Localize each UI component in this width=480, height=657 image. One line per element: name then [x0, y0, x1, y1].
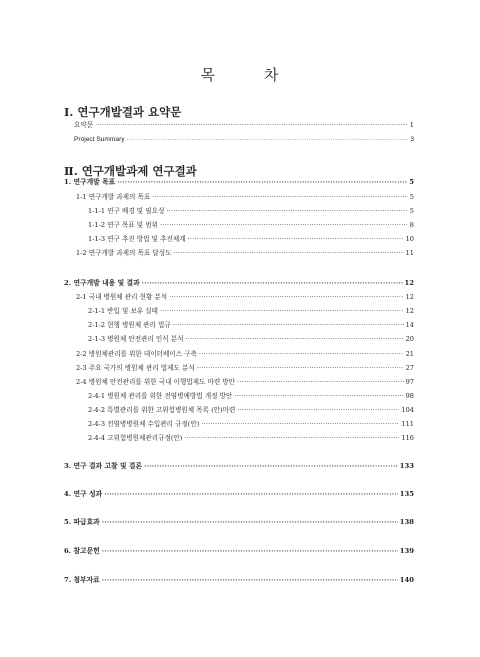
toc-entry-page: 1 [409, 121, 414, 129]
toc-entry[interactable] [74, 135, 414, 144]
toc-entry[interactable] [88, 406, 414, 415]
toc-entry-label: 1. 연구개발 목표 [64, 178, 116, 186]
toc-entry-page: 12 [404, 279, 414, 287]
toc-entry-page: 138 [399, 518, 414, 526]
toc-entry-page: 10 [405, 235, 414, 243]
toc-leader-dots [142, 279, 403, 288]
toc-entry-label: 2. 연구개발 내용 및 결과 [64, 279, 140, 287]
toc-entry-label: 요약문 [74, 121, 94, 129]
toc-leader-dots [237, 406, 399, 415]
toc-leader-dots [104, 490, 398, 499]
toc-entry-label: 2-1-3 병원체 안전관리 인식 분석 [88, 335, 184, 343]
toc-leader-dots [102, 576, 398, 585]
toc-entry[interactable] [88, 321, 414, 330]
toc-entry-page: 140 [399, 576, 414, 584]
toc-entry[interactable] [64, 547, 414, 556]
toc-leader-dots [173, 321, 404, 330]
toc-leader-dots [127, 135, 409, 144]
toc-entry[interactable] [76, 378, 414, 387]
toc-entry-page: 97 [405, 378, 414, 386]
toc-entry-label: 2-4-2 특별관리를 위한 고위험병원체 목록 (안)마련 [88, 406, 236, 414]
toc-entry-label: 5. 파급효과 [64, 518, 100, 526]
toc-entry-label: 2-4 병원체 안전관리를 위한 국내 이행법제도 마련 방안 [76, 378, 236, 386]
toc-entry-page: 133 [399, 462, 414, 470]
toc-leader-dots [169, 293, 403, 302]
toc-entry-label: 3. 연구 결과 고찰 및 결론 [64, 462, 143, 470]
toc-leader-dots [197, 364, 404, 373]
toc-entry[interactable] [88, 335, 414, 344]
toc-entry[interactable] [88, 207, 414, 216]
toc-entry[interactable] [76, 364, 414, 373]
toc-leader-dots [201, 420, 399, 429]
toc-entry[interactable] [88, 420, 414, 429]
toc-entry[interactable] [64, 490, 414, 499]
toc-entry-page: 12 [405, 307, 414, 315]
section-2-heading: Ⅱ. 연구개발과제 연구결과 [64, 164, 197, 178]
toc-entry[interactable] [88, 307, 414, 316]
toc-entry-label: 2-1 국내 병원체 관리 현황 분석 [76, 293, 168, 301]
toc-entry-page: 104 [401, 406, 414, 414]
toc-leader-dots [166, 207, 407, 216]
toc-entry-label: 2-4-1 병원체 관리를 위한 전염병예방법 개정 방안 [88, 392, 233, 400]
toc-entry[interactable] [74, 121, 414, 130]
toc-entry-page: 5 [409, 178, 414, 186]
toc-entry[interactable] [64, 576, 414, 585]
toc-leader-dots [160, 221, 408, 230]
toc-entry[interactable] [76, 350, 414, 359]
toc-entry[interactable] [88, 434, 414, 443]
toc-entry-page: 21 [405, 350, 414, 358]
toc-entry-label: 1-1-3 연구 추진 방법 및 추진체계 [88, 235, 186, 243]
toc-entry-label: 2-4-4 고위험병원체관리규정(안) [88, 434, 183, 442]
page-title-left: 목 [200, 66, 216, 84]
toc-entry-page: 5 [409, 193, 414, 201]
toc-entry[interactable] [88, 392, 414, 401]
toc-entry-page: 98 [405, 392, 414, 400]
toc-leader-dots [199, 350, 404, 359]
toc-entry[interactable] [88, 221, 414, 230]
toc-entry-page: 5 [409, 207, 414, 215]
toc-entry-page: 27 [405, 364, 414, 372]
toc-leader-dots [152, 193, 408, 202]
toc-leader-dots [102, 518, 398, 527]
toc-entry-label: 1-2 연구개발 과제의 목표 달성도 [76, 249, 172, 257]
toc-entry-page: 3 [410, 136, 414, 143]
toc-entry-page: 14 [405, 321, 414, 329]
toc-entry-label: 1-1-1 연구 배경 및 필요성 [88, 207, 165, 215]
toc-leader-dots [160, 307, 404, 316]
page-title-right: 차 [264, 66, 280, 84]
toc-entry[interactable] [88, 235, 414, 244]
page-title [0, 64, 480, 85]
toc-entry-label: 2-1-2 현행 병원체 관리 법규 [88, 321, 171, 329]
toc-leader-dots [173, 249, 403, 258]
toc-entry[interactable] [76, 193, 414, 202]
toc-entry-page: 20 [405, 335, 414, 343]
toc-leader-dots [95, 121, 408, 130]
toc-entry[interactable] [64, 178, 414, 187]
toc-entry-label: 1-1-2 연구 목표 및 범위 [88, 221, 159, 229]
toc-leader-dots [144, 462, 398, 471]
toc-leader-dots [186, 335, 404, 344]
toc-entry-label: 7. 첨부자료 [64, 576, 100, 584]
toc-leader-dots [188, 235, 404, 244]
toc-entry-label: 2-3 주요 국가의 병원체 관리 법제도 분석 [76, 364, 195, 372]
toc-leader-dots [117, 178, 407, 187]
toc-leader-dots [237, 378, 404, 387]
section-1-heading: Ⅰ. 연구개발결과 요약문 [64, 105, 182, 119]
toc-entry-page: 139 [399, 547, 414, 555]
toc-leader-dots [234, 392, 403, 401]
toc-entry-page: 111 [401, 420, 414, 428]
toc-entry-page: 12 [405, 293, 414, 301]
toc-entry[interactable] [64, 462, 414, 471]
toc-entry[interactable] [64, 518, 414, 527]
toc-entry-page: 8 [409, 221, 414, 229]
toc-entry-page: 116 [401, 434, 414, 442]
toc-leader-dots [102, 547, 398, 556]
toc-entry[interactable] [64, 279, 414, 288]
toc-entry-label: 2-2 병원체관리를 위한 데이터베이스 구축 [76, 350, 197, 358]
toc-leader-dots [184, 434, 399, 443]
toc-entry-page: 135 [399, 490, 414, 498]
toc-entry-label: 1-1 연구개발 과제의 목표 [76, 193, 151, 201]
toc-entry-label: 2-1-1 반입 및 보유 실태 [88, 307, 159, 315]
toc-entry[interactable] [76, 293, 414, 302]
toc-entry-label: 4. 연구 성과 [64, 490, 103, 498]
toc-entry[interactable] [76, 249, 414, 258]
toc-entry-label: 2-4-3 전염병병원체 수입관리 규정(안) [88, 420, 200, 428]
toc-entry-page: 11 [405, 249, 414, 257]
toc-entry-label: 6. 참고문헌 [64, 547, 100, 555]
toc-entry-label: Project Summary [74, 136, 125, 143]
